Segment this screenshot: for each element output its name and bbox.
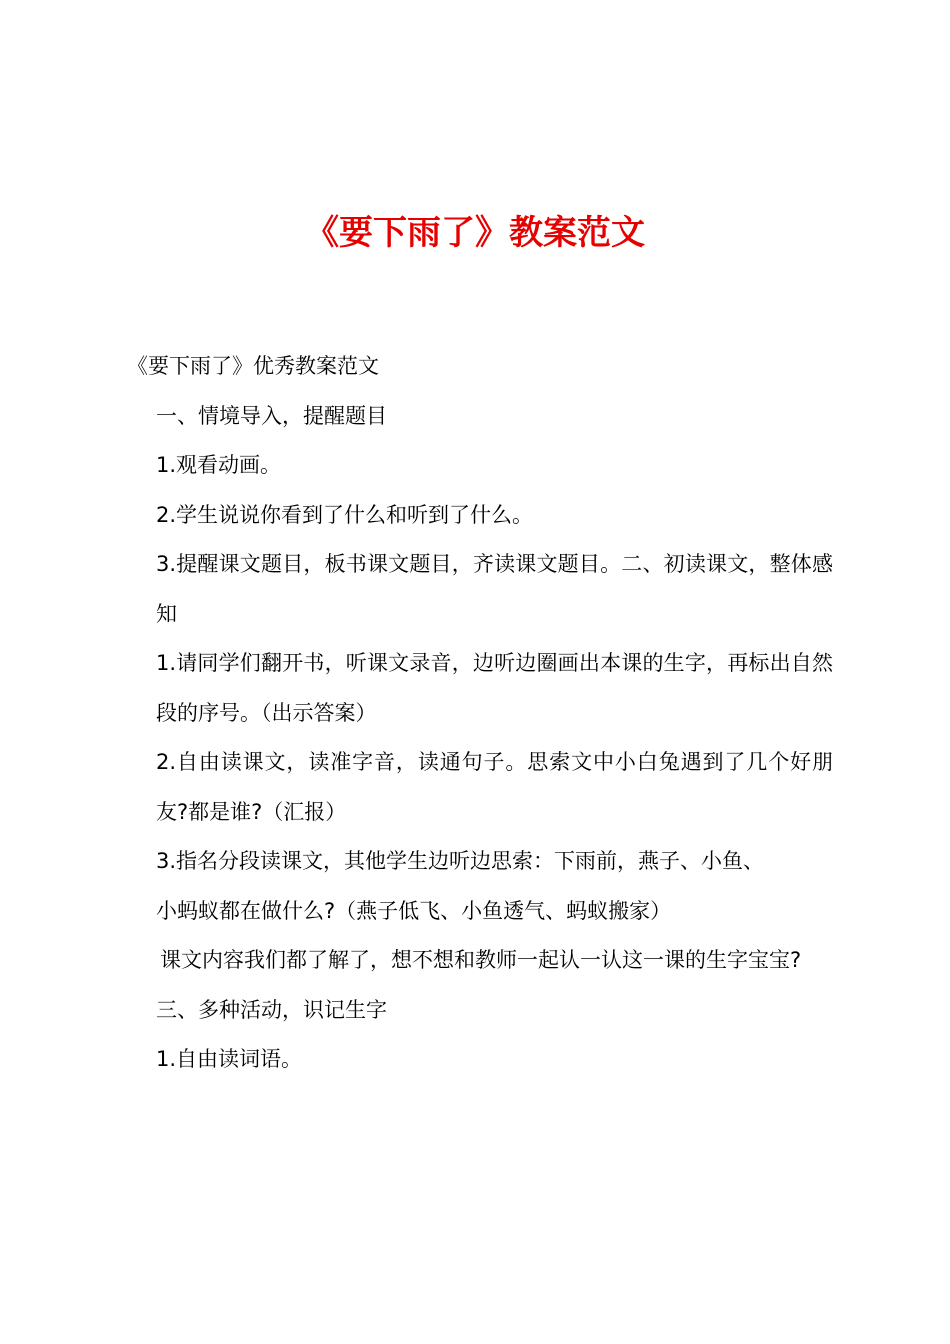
paragraph-step: 1.观看动画。: [156, 453, 282, 477]
paragraph-section-3-heading: 三、多种活动，识记生字: [156, 997, 387, 1022]
paragraph-step: 2.学生说说你看到了什么和听到了什么。: [156, 502, 534, 527]
paragraph-section-1-heading: 一、情境导入，提醒题目: [156, 403, 387, 428]
paragraph-step: 1.自由读词语。: [156, 1047, 303, 1071]
document-body: [127, 342, 833, 1085]
paragraph-subtitle: 《要下雨了》优秀教案范文: [127, 354, 379, 378]
document-title: 《要下雨了》教案范文: [305, 213, 645, 253]
paragraph-step: 1.请同学们翻开书，听课文录音，边听边圈画出本课的生字，再标出自然段的序号。（出示答案）: [156, 651, 833, 725]
paragraph-step-continued: 小蚂蚁都在做什么?（燕子低飞、小鱼透气、蚂蚁搬家）: [156, 898, 672, 923]
paragraph-step: 3.提醒课文题目，板书课文题目，齐读课文题目。二、初读课文，整体感知: [156, 552, 833, 626]
paragraph-step: 3.指名分段读课文，其他学生边听边思索：下雨前，燕子、小鱼、: [156, 849, 765, 873]
paragraph-transition: 课文内容我们都了解了，想不想和教师一起认一认这一课的生字宝宝?: [160, 948, 802, 972]
paragraph-step: 2.自由读课文，读准字音，读通句子。思索文中小白兔遇到了几个好朋友?都是谁?（汇报）: [156, 750, 833, 824]
